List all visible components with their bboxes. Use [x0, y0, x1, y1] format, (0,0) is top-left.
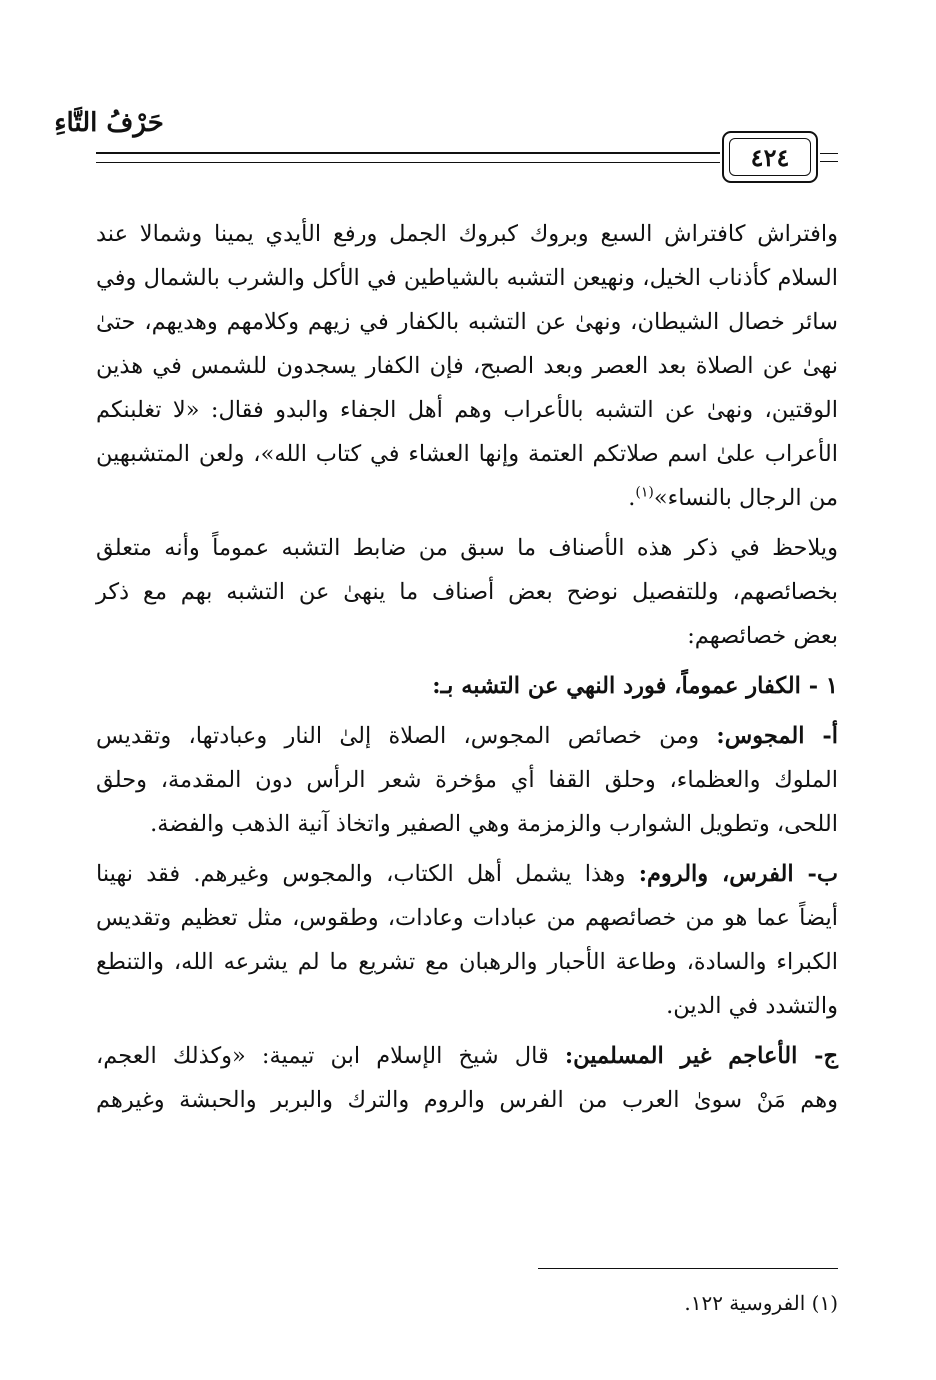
- text-line: السلام كأذناب الخيل، ونهيعن التشبه بالشياطين في الأكل والشرب بالشمال وفي: [96, 265, 838, 291]
- footnote-reference: (١): [635, 484, 654, 501]
- text-line: سائر خصال الشيطان، ونهىٰ عن التشبه بالكفار في زيهم وكلامهم وهديهم، حتىٰ: [96, 309, 838, 335]
- text-line: بعض خصائصهم:: [687, 623, 838, 649]
- text-line: الأعراب علىٰ اسم صلاتكم العتمة وإنها العشاء في كتاب الله»، ولعن المتشبهين: [96, 441, 838, 467]
- text-line: والتشدد في الدين.: [666, 993, 838, 1019]
- text-fragment: ومن خصائص المجوس، الصلاة إلىٰ النار وعبادتها، وتقديس: [96, 723, 700, 749]
- page-number: ٤٢٤: [729, 138, 811, 176]
- page-number-frame: [722, 131, 818, 183]
- footnote-separator: [538, 1268, 838, 1269]
- text-line: وافتراش كافتراش السبع وبروك كبروك الجمل ورفع الأيدي يمينا وشمالا عند: [96, 221, 838, 247]
- text-line: [96, 476, 838, 520]
- text-fragment: وهذا يشمل أهل الكتاب، والمجوس وغيرهم. فقد نهينا: [96, 861, 626, 887]
- text-line: [96, 1034, 838, 1078]
- item-label: ب- الفرس، والروم:: [638, 861, 839, 887]
- item-label: أ- المجوس:: [716, 723, 838, 749]
- section-heading: [96, 664, 838, 708]
- text-line: الملوك والعظماء، وحلق القفا أي مؤخرة شعر الرأس دون المقدمة، وحلق: [96, 767, 838, 793]
- heading-text: ١ - الكفار عموماً، فورد النهي عن التشبه بـ:: [432, 673, 838, 699]
- text-fragment: قال شيخ الإسلام ابن تيمية: «وكذلك العجم،: [96, 1043, 549, 1069]
- text-line: [96, 852, 838, 896]
- text-fragment: من الرجال بالنساء»: [653, 485, 838, 511]
- text-line: اللحى، وتطويل الشوارب والزمزمة وهي الصفير واتخاذ آنية الذهب والفضة.: [150, 811, 838, 837]
- text-line: الوقتين، ونهىٰ عن التشبه بالأعراب وهم أهل الجفاء والبدو فقال: «لا تغلبنكم: [96, 397, 838, 423]
- header-rule: [96, 162, 720, 163]
- text-line: وهم مَنْ سوىٰ العرب من الفرس والروم والترك والبربر والحبشة وغيرهم: [96, 1087, 838, 1113]
- text-fragment: .: [628, 485, 636, 511]
- header-rule: [96, 152, 720, 154]
- header-rule: [820, 161, 838, 162]
- text-line: نهىٰ عن الصلاة بعد العصر وبعد الصبح، فإن الكفار يسجدون للشمس في هذين: [96, 353, 838, 379]
- text-line: [96, 714, 838, 758]
- text-line: الكبراء والسادة، وطاعة الأحبار والرهبان مع تشريع ما لم يشرعه الله، والتنطع: [96, 949, 838, 975]
- item-label: ج- الأعاجم غير المسلمين:: [564, 1043, 838, 1069]
- footnote: (١) الفروسية ١٢٢.: [684, 1291, 838, 1315]
- text-line: ويلاحظ في ذكر هذه الأصناف ما سبق من ضابط التشبه عموماً وأنه متعلق: [96, 535, 838, 561]
- header-rule: [820, 153, 838, 154]
- chapter-title: حَرْفُ التَّاءِ: [54, 108, 164, 138]
- text-line: بخصائصهم، وللتفصيل نوضح بعض أصناف ما ينهىٰ عن التشبه بهم مع ذكر: [96, 579, 838, 605]
- text-line: أيضاً عما هو من خصائصهم من عبادات وعادات، وطقوس، مثل تعظيم وتقديس: [96, 905, 838, 931]
